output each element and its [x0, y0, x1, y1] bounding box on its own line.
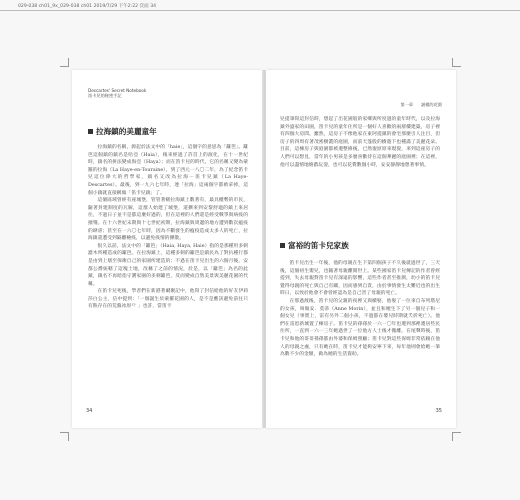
paragraph: 在那過渡後，笛卡兒的父親的夜裡又與續娶，他娶了一位來自布列塔尼的女孩，叫做安．莫蒂（Anne Morin），並且和她生下了另一個兒子和一個女兒（事實上，雷有另外二個小孩，不過都在嬰兒時期就夭折死亡）。他們在雷恩新城置了棟房子。笛卡兒的孫孫於一六一〇年也遷到那裡遷居些民住所，一直到一六一三年她過世了一位他方人士後才搬離。在尾聲時後，笛卡兒和他的哥哥孫孫都由外婆和保姆照顧；笛卡兒對這些保姆非常依賴在他人的母親之處，只有她在時，笛卡兒才能夠安寧下來，每年他則會給她一筆為數不少的金額，做為她的生活資助。 [280, 298, 440, 358]
section-heading-family [280, 240, 349, 251]
section-heading-childhood [88, 126, 157, 137]
page-number-right: 35 [435, 408, 442, 414]
slug-rule [0, 10, 520, 11]
section-heading-text: 拉海鎮的美麗童年 [96, 127, 157, 136]
running-head-chapter: 第一章 [400, 102, 414, 107]
left-page [72, 70, 262, 428]
running-head-left [88, 88, 208, 98]
print-slug [0, 0, 520, 12]
book-spread [72, 70, 456, 428]
paragraph: 拉海鎮的名稱，源起於法文中的「haie」，這個字的意思為「籬笆」。籬笆這個鎮的鎮名是哈亞（Haia），後來經過了許首上的演化，在十一世紀時，鎮名的拼法變成海亞（Haya）；而在笛卡兒的時代，它的名稱又變為蒙羅的拉海（La Haye-en-Touraine），到了西元一八〇二年，為了紀念笛卡兒這位偉大的哲學家，鎮名又改為拉海－笛卡兒鎮（La Haye-Descartes）。最後，到一九六七年時，連「拉海」這兩個字都被拿掉，這個小鎮就直接稱做「笛卡兒鎮」了。 [88, 145, 248, 196]
print-slug-text: 029-038 ch01_9x_029-038 ch01 2019/7/29 下午2:22 頁面 34 [18, 4, 157, 9]
running-head-title: 謎樣的花園 [421, 102, 442, 107]
heading-bullet-icon [280, 243, 285, 248]
left-body-text [88, 144, 248, 311]
running-head-right [400, 102, 442, 107]
paragraph: 在笛卡兒死後，學者們在新港著爾聚記中，他寫了封信給他的好友伊莉莎白公主，信中提到：「一個誕生於蒙羅花園的人，是不是應該避免前往只有熊存在的荒蕪冰原¹？」也許，當笛卡 [88, 289, 248, 310]
heading-bullet-icon [88, 129, 93, 134]
right-intro-text [280, 116, 440, 169]
right-body-text [280, 260, 440, 359]
running-head-chinese: 笛卡兒的秘密手記 [88, 93, 122, 98]
crop-mark-top-right [452, 58, 461, 67]
crop-mark-top-left [60, 58, 69, 67]
crop-mark-bottom-left [60, 432, 69, 441]
paragraph: 兒提筆寫這封信時，想起了出花園般的家鄉與所度過的童年時代，以及拉海鎮外盛家的田園，笛卡兒的童年住所是一個好人喜歡的兩層樓建築，房子裡有四個大房間。雖然，這房子不像他家在東阿提鎮的會宅那麼引人注目，但房子的四周有著茂密樹叢的庭園，而前天蓬般的樹蔭下也種滿了美麗花朵。目前，這棟房子與庭園都被遷整修後，已然復原原來現貌，來到這座房子的人們可以想見，當年的小男孩是多麼喜歡待在這個華麗的庭園裡；在這裡，他可以盡情地嬉戲玩耍，也可以花費數個小時，安安靜靜地想著事情。 [280, 117, 440, 168]
paragraph: 笛卡兒出生一年後，他的母親在生下第四個孩子不久後就過世了，三天後，這個初生嬰兒，也隨著母親離開世上。某些國家笛卡兒傳記的作者曾經提到，失去母親對笛卡兒有深遠的影響，這些作者甚至推測，幼小的笛卡兒覺得母親的死亡與自己有關，因而感到自責，由於事情發生太難近也的出生時日，以致於他會不會曾經認為是自己害了母親的死亡。 [280, 261, 440, 297]
page-number-left: 34 [86, 408, 93, 414]
paragraph: 很久以前，法文中的「籬笆」（Haia, Haya, Haie）指的是那種用多刺灌木所種造成的籬笆。在拉海鎮上，這種多刺的籬笆是鎮民為了對抗種行都是由到上層至保衛自己的家園所建造的；不過在笛卡兒出生的六個月後，安都公爵統轄了這塊土地，改稱了之前的情況，於是，以「籬笆」為名的此鎮，鎮名不再暗指守護家園的多刺籬笆，反而變成自然美景與美麗花園的代稱。 [88, 243, 248, 287]
paragraph: 這個區域曾經有座城堡，管管著轄拉海鎮上數著有，最具權勢的市民，隨著封建制度的瓦解，這群人始建了城堡，還擴來到安黎舒適的鎮上來居住，不過日子並不是都這麼好過的，但在這裡的人們還是經受戰爭與病疫的摧殘。在十六世紀末期與十七世紀初期，拉海鎮與周邊的地方遭到數次瘟疫的肆虐；甚至在一六〇七年時，因為不斷發生的瘟疫造成太多人的死亡，拉海鎮還遭受到隔離檢疫，以避免疫情的擴散。 [88, 198, 248, 242]
crop-mark-bottom-right [452, 432, 461, 441]
running-head-english: Descartes' Secret Notebook [88, 88, 147, 93]
right-page [266, 70, 456, 428]
section-heading-text: 富裕的笛卡兒家族 [288, 241, 349, 250]
